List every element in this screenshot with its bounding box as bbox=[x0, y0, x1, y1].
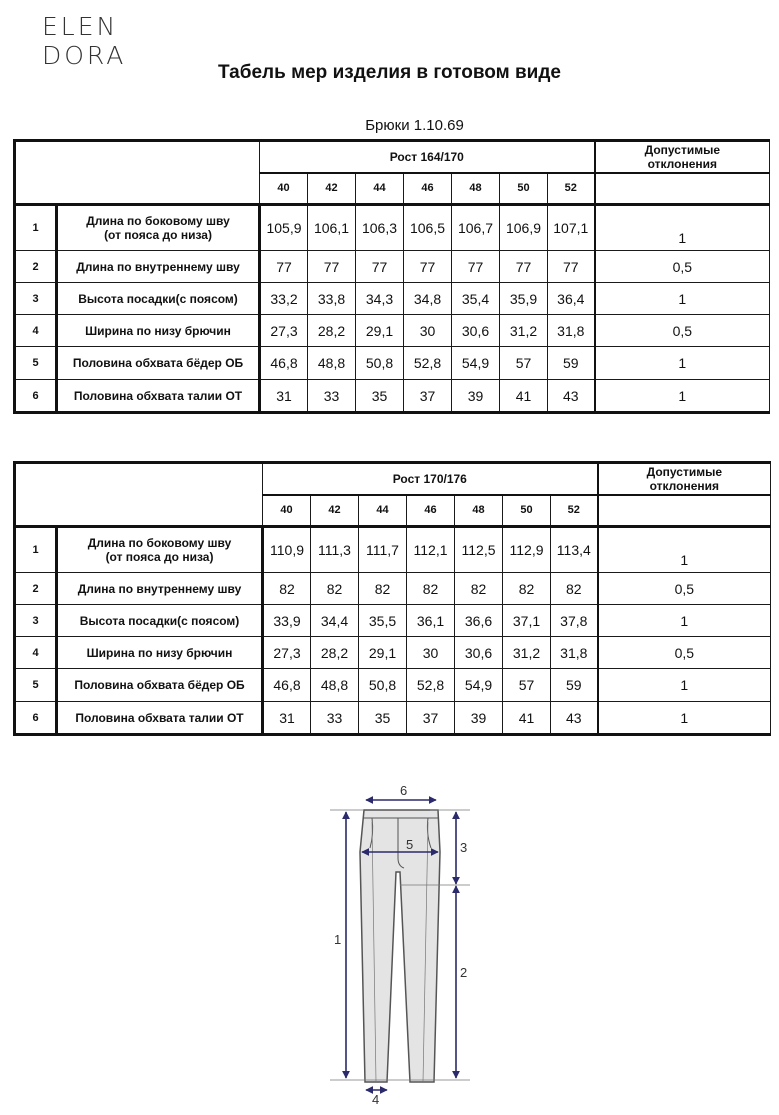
measurement-cell: 46,8 bbox=[260, 347, 308, 380]
trousers-diagram bbox=[330, 782, 490, 1107]
row-label-line1: Высота посадки(с поясом) bbox=[79, 613, 240, 628]
tolerance-header-line2: отклонения bbox=[647, 156, 718, 171]
measurement-cell: 33,9 bbox=[263, 605, 311, 637]
measurement-cell: 77 bbox=[404, 251, 452, 283]
row-number: 5 bbox=[15, 669, 57, 702]
measurement-cell: 34,4 bbox=[311, 605, 359, 637]
measurement-cell: 35 bbox=[356, 380, 404, 413]
tolerance-cell: 1 bbox=[595, 205, 770, 251]
tolerance-header-blank bbox=[598, 495, 771, 527]
measurement-cell: 34,8 bbox=[404, 283, 452, 315]
row-label-line1: Ширина по низу брючин bbox=[85, 323, 231, 338]
table-row bbox=[15, 315, 770, 347]
row-label-line2: (от пояса до низа) bbox=[104, 228, 212, 242]
measurement-cell: 31,8 bbox=[548, 315, 595, 347]
tolerance-cell: 1 bbox=[598, 527, 771, 573]
measurement-cell: 82 bbox=[455, 573, 503, 605]
measurement-cell: 28,2 bbox=[308, 315, 356, 347]
measurement-cell: 36,4 bbox=[548, 283, 595, 315]
measurement-cell: 105,9 bbox=[260, 205, 308, 251]
row-label-line1: Половина обхвата бёдер ОБ bbox=[74, 678, 245, 692]
measurement-cell: 110,9 bbox=[263, 527, 311, 573]
measurement-cell: 43 bbox=[548, 380, 595, 413]
dim-label-4: 4 bbox=[372, 1092, 380, 1107]
measurement-cell: 43 bbox=[551, 702, 598, 735]
table-row bbox=[15, 205, 770, 251]
measurement-cell: 113,4 bbox=[551, 527, 598, 573]
measurement-cell: 28,2 bbox=[311, 637, 359, 669]
trousers-outline bbox=[360, 810, 440, 1082]
measurement-cell: 35 bbox=[359, 702, 407, 735]
size-table-2 bbox=[13, 461, 771, 736]
row-number: 6 bbox=[15, 702, 57, 735]
row-label bbox=[57, 205, 260, 251]
size-header: 50 bbox=[500, 173, 548, 205]
row-number: 1 bbox=[15, 527, 57, 573]
row-number: 4 bbox=[15, 637, 57, 669]
measurement-cell: 106,5 bbox=[404, 205, 452, 251]
measurement-cell: 57 bbox=[500, 347, 548, 380]
measurement-cell: 111,3 bbox=[311, 527, 359, 573]
size-header: 40 bbox=[260, 173, 308, 205]
size-header: 44 bbox=[359, 495, 407, 527]
measurement-cell: 31,2 bbox=[503, 637, 551, 669]
measurement-cell: 82 bbox=[311, 573, 359, 605]
measurement-cell: 46,8 bbox=[263, 669, 311, 702]
tolerance-cell: 1 bbox=[595, 347, 770, 380]
table-row bbox=[15, 669, 771, 702]
measurement-cell: 41 bbox=[503, 702, 551, 735]
measurement-cell: 30 bbox=[407, 637, 455, 669]
measurement-cell: 39 bbox=[455, 702, 503, 735]
measurement-cell: 48,8 bbox=[308, 347, 356, 380]
tolerance-cell: 0,5 bbox=[598, 573, 771, 605]
row-label-line1: Длина по внутреннему шву bbox=[76, 259, 240, 274]
page-title: Табель мер изделия в готовом виде bbox=[218, 62, 561, 83]
row-label-line1: Высота посадки(с поясом) bbox=[78, 291, 238, 306]
tolerance-cell: 1 bbox=[598, 605, 771, 637]
measurement-cell: 35,9 bbox=[500, 283, 548, 315]
tolerance-header bbox=[598, 463, 771, 495]
measurement-cell: 50,8 bbox=[356, 347, 404, 380]
measurement-cell: 31,2 bbox=[500, 315, 548, 347]
measurement-cell: 36,6 bbox=[455, 605, 503, 637]
table-row bbox=[15, 637, 771, 669]
row-number: 1 bbox=[15, 205, 57, 251]
size-header: 52 bbox=[548, 173, 595, 205]
row-label bbox=[57, 251, 260, 283]
row-label-line1: Длина по боковому шву bbox=[86, 214, 230, 228]
row-label bbox=[57, 702, 263, 735]
trousers-diagram-svg bbox=[330, 782, 490, 1107]
dim-label-3: 3 bbox=[460, 840, 468, 855]
measurement-cell: 30,6 bbox=[452, 315, 500, 347]
measurement-cell: 111,7 bbox=[359, 527, 407, 573]
measurement-cell: 30,6 bbox=[455, 637, 503, 669]
table-row bbox=[15, 380, 770, 413]
measurement-cell: 33,8 bbox=[308, 283, 356, 315]
measurement-cell: 54,9 bbox=[452, 347, 500, 380]
measurement-cell: 112,5 bbox=[455, 527, 503, 573]
tolerance-cell: 1 bbox=[598, 702, 771, 735]
row-label-line1: Длина по боковому шву bbox=[87, 536, 232, 550]
measurement-cell: 27,3 bbox=[263, 637, 311, 669]
measurement-cell: 31 bbox=[263, 702, 311, 735]
corner-cell bbox=[15, 463, 263, 527]
measurement-cell: 112,9 bbox=[503, 527, 551, 573]
tolerance-cell: 1 bbox=[598, 669, 771, 702]
measurement-cell: 39 bbox=[452, 380, 500, 413]
measurement-cell: 48,8 bbox=[311, 669, 359, 702]
measurement-cell: 106,9 bbox=[500, 205, 548, 251]
measurement-cell: 52,8 bbox=[407, 669, 455, 702]
size-header: 44 bbox=[356, 173, 404, 205]
row-label bbox=[57, 380, 260, 413]
table-row bbox=[15, 702, 771, 735]
measurement-cell: 77 bbox=[452, 251, 500, 283]
measurement-cell: 82 bbox=[503, 573, 551, 605]
brand-line-2: DORA bbox=[42, 41, 127, 70]
tolerance-cell: 1 bbox=[595, 380, 770, 413]
tolerance-cell: 0,5 bbox=[598, 637, 771, 669]
measurement-cell: 33,2 bbox=[260, 283, 308, 315]
size-header: 42 bbox=[308, 173, 356, 205]
table-row bbox=[15, 527, 771, 573]
measurement-cell: 31,8 bbox=[551, 637, 598, 669]
tolerance-header-line1: Допустимые bbox=[646, 464, 722, 479]
size-header: 40 bbox=[263, 495, 311, 527]
table-row bbox=[15, 573, 771, 605]
row-number: 2 bbox=[15, 573, 57, 605]
measurement-cell: 54,9 bbox=[455, 669, 503, 702]
measurement-cell: 37,8 bbox=[551, 605, 598, 637]
measurement-cell: 59 bbox=[548, 347, 595, 380]
row-label bbox=[57, 347, 260, 380]
measurement-cell: 77 bbox=[500, 251, 548, 283]
measurement-cell: 37 bbox=[407, 702, 455, 735]
row-label-line1: Длина по внутреннему шву bbox=[77, 581, 242, 596]
row-number: 3 bbox=[15, 605, 57, 637]
row-label bbox=[57, 669, 263, 702]
tolerance-cell: 1 bbox=[595, 283, 770, 315]
tolerance-cell: 0,5 bbox=[595, 251, 770, 283]
measurement-cell: 77 bbox=[548, 251, 595, 283]
row-number: 4 bbox=[15, 315, 57, 347]
measurement-cell: 57 bbox=[503, 669, 551, 702]
measurement-cell: 77 bbox=[308, 251, 356, 283]
measurement-cell: 34,3 bbox=[356, 283, 404, 315]
row-label bbox=[57, 605, 263, 637]
measurement-cell: 77 bbox=[260, 251, 308, 283]
height-header: Рост 170/176 bbox=[263, 463, 598, 495]
row-label bbox=[57, 637, 263, 669]
tolerance-header-blank bbox=[595, 173, 770, 205]
row-label-line1: Половина обхвата бёдер ОБ bbox=[72, 356, 244, 370]
measurement-cell: 33 bbox=[311, 702, 359, 735]
measurement-cell: 82 bbox=[551, 573, 598, 605]
row-label bbox=[57, 283, 260, 315]
table-row bbox=[15, 283, 770, 315]
row-number: 6 bbox=[15, 380, 57, 413]
size-header: 48 bbox=[455, 495, 503, 527]
row-label-line2: (от пояса до низа) bbox=[105, 550, 214, 564]
tolerance-header-line1: Допустимые bbox=[644, 142, 720, 157]
measurement-cell: 35,4 bbox=[452, 283, 500, 315]
measurement-cell: 52,8 bbox=[404, 347, 452, 380]
measurement-cell: 59 bbox=[551, 669, 598, 702]
measurement-cell: 35,5 bbox=[359, 605, 407, 637]
measurement-cell: 106,1 bbox=[308, 205, 356, 251]
measurement-cell: 41 bbox=[500, 380, 548, 413]
measurement-cell: 106,7 bbox=[452, 205, 500, 251]
measurement-cell: 50,8 bbox=[359, 669, 407, 702]
row-number: 5 bbox=[15, 347, 57, 380]
corner-cell bbox=[15, 141, 260, 205]
size-header: 46 bbox=[404, 173, 452, 205]
measurement-cell: 106,3 bbox=[356, 205, 404, 251]
table-row bbox=[15, 251, 770, 283]
row-number: 3 bbox=[15, 283, 57, 315]
measurement-cell: 27,3 bbox=[260, 315, 308, 347]
dim-label-2: 2 bbox=[460, 965, 468, 980]
measurement-cell: 82 bbox=[359, 573, 407, 605]
measurement-cell: 107,1 bbox=[548, 205, 595, 251]
tolerance-header bbox=[595, 141, 770, 173]
measurement-cell: 82 bbox=[407, 573, 455, 605]
row-label bbox=[57, 527, 263, 573]
size-header: 46 bbox=[407, 495, 455, 527]
row-number: 2 bbox=[15, 251, 57, 283]
measurement-cell: 31 bbox=[260, 380, 308, 413]
tolerance-cell: 0,5 bbox=[595, 315, 770, 347]
measurement-cell: 77 bbox=[356, 251, 404, 283]
tolerance-header-line2: отклонения bbox=[649, 478, 720, 493]
size-header: 52 bbox=[551, 495, 598, 527]
dim-label-6: 6 bbox=[400, 783, 408, 798]
measurement-cell: 37,1 bbox=[503, 605, 551, 637]
measurement-cell: 33 bbox=[308, 380, 356, 413]
table-row bbox=[15, 605, 771, 637]
row-label-line1: Ширина по низу брючин bbox=[86, 645, 233, 660]
measurement-cell: 29,1 bbox=[359, 637, 407, 669]
measurement-cell: 112,1 bbox=[407, 527, 455, 573]
size-header: 48 bbox=[452, 173, 500, 205]
measurement-cell: 82 bbox=[263, 573, 311, 605]
measurement-cell: 36,1 bbox=[407, 605, 455, 637]
size-table-1 bbox=[13, 139, 770, 414]
measurement-cell: 37 bbox=[404, 380, 452, 413]
row-label-line1: Половина обхвата талии ОТ bbox=[73, 388, 243, 403]
row-label bbox=[57, 573, 263, 605]
measurement-cell: 29,1 bbox=[356, 315, 404, 347]
table-row bbox=[15, 347, 770, 380]
measurement-cell: 30 bbox=[404, 315, 452, 347]
product-subtitle: Брюки 1.10.69 bbox=[365, 117, 464, 134]
row-label bbox=[57, 315, 260, 347]
dim-label-5: 5 bbox=[406, 837, 414, 852]
size-header: 42 bbox=[311, 495, 359, 527]
height-header: Рост 164/170 bbox=[260, 141, 595, 173]
dim-label-1: 1 bbox=[334, 932, 342, 947]
row-label-line1: Половина обхвата талии ОТ bbox=[75, 710, 244, 725]
brand-line-1: ELEN bbox=[42, 12, 119, 41]
size-header: 50 bbox=[503, 495, 551, 527]
